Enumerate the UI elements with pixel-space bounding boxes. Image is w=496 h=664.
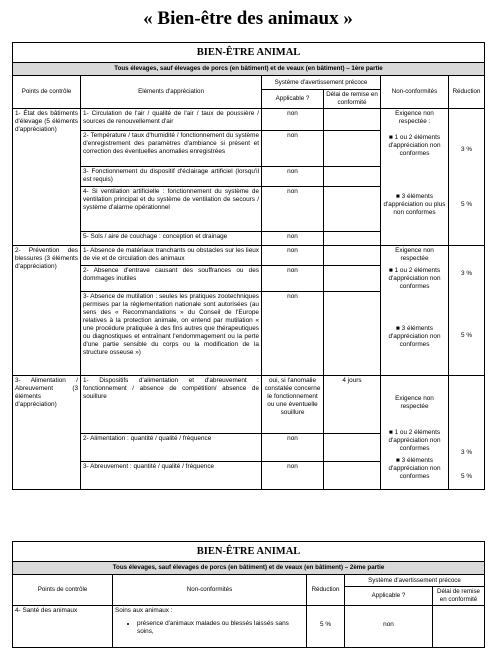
nonconf-list [115,620,304,636]
header-reduction: Réduction [449,75,485,108]
delai-value: 4 jours [324,375,381,433]
header-elements: Eléments d'appréciation [81,75,262,108]
nonconf-bullet: • présence d'animaux malades ou blessés laissés sans soins, [137,620,304,636]
nonconformity-cell [381,108,449,245]
nonconf-line: ■ 3 éléments d'appréciation ou plus non conformes [383,192,446,216]
element-text: 3- Fonctionnement du dispositif d'éclairage artificiel (lorsqu'il est requis) [81,166,262,186]
element-text: 3- Absence de mutilation : seules les pratiques zootechniques permises par la réglementation nationale sont autorisées (au sens des « Recommandations » du Conseil de l'Europe relatives à la protection animale, on entend par mutilation « une procédure pratiquée à des fins autres que thérapeutiques ou diagnostiques et entraînant l'endommagement ou la perte d'une partie sensible du corps ou la modification de la structure osseuse ») [81,291,262,375]
welfare-table-part2 [12,541,485,648]
welfare-table-part1 [12,42,485,490]
reduction-value: 3 % [461,448,473,456]
section-band: BIEN-ÊTRE ANIMAL [13,43,485,63]
nonconformity-cell [113,605,307,647]
reduction-cell [449,375,485,489]
element-text: 1- Circulation de l'air / qualité de l'air / taux de poussière / sources de renouvellement d'air [81,108,262,130]
header-nonconf: Non-conformités [381,75,449,108]
nonconf-line: Exigence non respectée : [395,109,434,125]
header-nonconf: Non-conformités [113,574,307,605]
applicable-value: non [262,186,324,231]
header-delai: Délai de remise en conformité [433,586,485,605]
section-subtitle: Tous élevages, sauf élevages de porcs (en bâtiment) et de veaux (en bâtiment) – 1ère partie [13,63,485,76]
nonconf-line: ■ 3 éléments d'appréciation non conformes [388,456,441,480]
delai-value [324,186,381,231]
element-text: 2- Température / taux d'humidité / fonctionnement du système d'enregistrement des paramètres d'ambiance si présent et correction des éventuelles anomalies enregistrées [81,130,262,166]
reduction-cell [449,108,485,245]
nonconf-line: ■ 1 ou 2 éléments d'appréciation non conformes [388,133,441,157]
delai-value [324,461,381,489]
section-subtitle: Tous élevages, sauf élevages de porcs (en bâtiment) et de veaux (en bâtiment) – 2ème partie [13,562,485,575]
reduction-value: 3 % [461,145,473,153]
delai-value [324,265,381,291]
control-point: 3- Alimentation / Abreuvement (3 éléments d'appréciation) [13,375,81,489]
delai-value [324,130,381,166]
element-text: 2- Absence d'entrave causant des souffrances ou des dommages inutiles [81,265,262,291]
reduction-text: 5 % [319,620,331,628]
applicable-value: non [262,433,324,461]
applicable-value: non [262,108,324,130]
reduction-value: 5 % [461,200,473,208]
applicable-value: non [262,461,324,489]
header-system: Système d'avertissement précoce [262,75,381,89]
header-applicable: Applicable ? [345,586,433,605]
element-text: 5- Sols / aire de couchage : conception et drainage [81,231,262,245]
reduction-value: 5 % [461,472,473,480]
header-points: Points de contrôle [13,75,81,108]
section-band: BIEN-ÊTRE ANIMAL [13,542,485,562]
delai-value [324,231,381,245]
element-text: 4- Si ventilation artificielle : fonctionnement du système de ventilation principal et du système de ventilation de secours / système d'alarme opérationnel [81,186,262,231]
nonconf-line: ■ 3 éléments d'appréciation non conformes [388,324,441,348]
reduction-value [307,605,345,647]
delai-value [433,605,485,647]
element-text: 1- Absence de matériaux tranchants ou obstacles sur les lieux de vie et de circulation des animaux [81,245,262,265]
applicable-value: non [262,265,324,291]
delai-value [324,166,381,186]
nonconf-line: Exigence non respectée [395,246,434,262]
reduction-value: 5 % [461,331,473,339]
applicable-value: non [262,130,324,166]
control-point: 2- Prévention des blessures (3 éléments d'appréciation) [13,245,81,375]
control-point: 4- Santé des animaux [13,605,113,647]
delai-value [324,245,381,265]
applicable-value: non [262,291,324,375]
nonconformity-cell [381,245,449,375]
element-text: 1- Dispositifs d'alimentation et d'abreuvement : fonctionnement / absence de compétition/ absence de souillure [81,375,262,433]
reduction-cell [449,245,485,375]
nonconformity-cell [381,375,449,489]
nonconf-intro: Soins aux animaux : [115,606,173,614]
element-text: 3- Abreuvement : quantité / qualité / fréquence [81,461,262,489]
header-reduction: Réduction [307,574,345,605]
nonconf-line: Exigence non respectée [395,394,434,410]
applicable-value: non [262,166,324,186]
nonconf-line: ■ 1 ou 2 éléments d'appréciation non conformes [388,428,441,452]
header-applicable: Applicable ? [262,89,324,108]
element-text: 2- Alimentation : quantité / qualité / fréquence [81,433,262,461]
applicable-value: non [262,231,324,245]
reduction-value: 3 % [461,269,473,277]
delai-value [324,108,381,130]
applicable-text: non [383,620,394,628]
delai-value [324,433,381,461]
control-point: 1- État des bâtiments d'élevage (5 éléments d'appréciation) [13,108,81,245]
delai-value [324,291,381,375]
applicable-value [345,605,433,647]
applicable-value: oui, si l'anomalie constatée concerne le fonctionnement ou une éventuelle souillure [262,375,324,433]
header-points: Points de contrôle [13,574,113,605]
header-delai: Délai de remise en conformité [324,89,381,108]
document-title: « Bien-être des animaux » [143,8,353,29]
header-system: Système d'avertissement précoce [345,574,485,586]
applicable-value: non [262,245,324,265]
nonconf-line: ■ 1 ou 2 éléments d'appréciation non conformes [388,266,441,290]
